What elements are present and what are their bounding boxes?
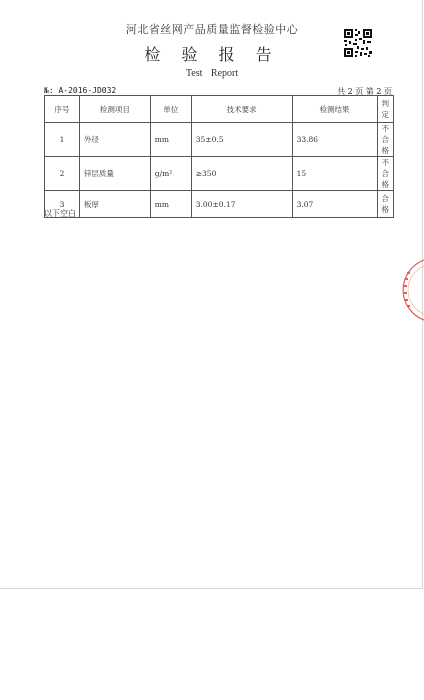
report-title: 检 验 报 告: [144, 45, 280, 64]
official-seal-icon: [394, 258, 424, 322]
table-row: [45, 191, 394, 218]
requirement: 3.00±0.17: [191, 191, 292, 218]
unit: mm: [150, 191, 191, 218]
report-subtitle: Test Report: [185, 68, 239, 79]
qr-code-icon: [343, 28, 373, 58]
verdict: 不合格: [377, 123, 394, 157]
table-row: [45, 157, 394, 191]
test-result: 33.86: [292, 123, 377, 157]
organization-name: 河北省丝网产品质量监督检验中心: [125, 23, 299, 36]
test-result: 15: [292, 157, 377, 191]
column-header: 判定: [377, 96, 394, 123]
table-row: [45, 123, 394, 157]
test-item: 锌层质量: [79, 157, 150, 191]
unit: mm: [150, 123, 191, 157]
column-header: 检测结果: [292, 96, 377, 123]
column-header: 技术要求: [191, 96, 292, 123]
requirement: ≥350: [191, 157, 292, 191]
blank-below-note: 以下空白: [44, 209, 76, 218]
requirement: 35±0.5: [191, 123, 292, 157]
unit: g/m²: [150, 157, 191, 191]
verdict: 合格: [377, 191, 394, 218]
verdict: 不合格: [377, 157, 394, 191]
row-number: 1: [45, 123, 80, 157]
row-number: 2: [45, 157, 80, 191]
column-header: 序号: [45, 96, 80, 123]
report-number: №: A-2016-JD032: [44, 86, 117, 95]
column-header: 单位: [150, 96, 191, 123]
test-item: 板厚: [79, 191, 150, 218]
row-number: 3: [45, 191, 80, 218]
page-indicator: 共 2 页 第 2 页: [337, 87, 392, 96]
test-item: 外径: [79, 123, 150, 157]
table-header-row: [45, 96, 394, 123]
column-header: 检测项目: [79, 96, 150, 123]
results-table: [44, 95, 394, 218]
test-result: 3.07: [292, 191, 377, 218]
